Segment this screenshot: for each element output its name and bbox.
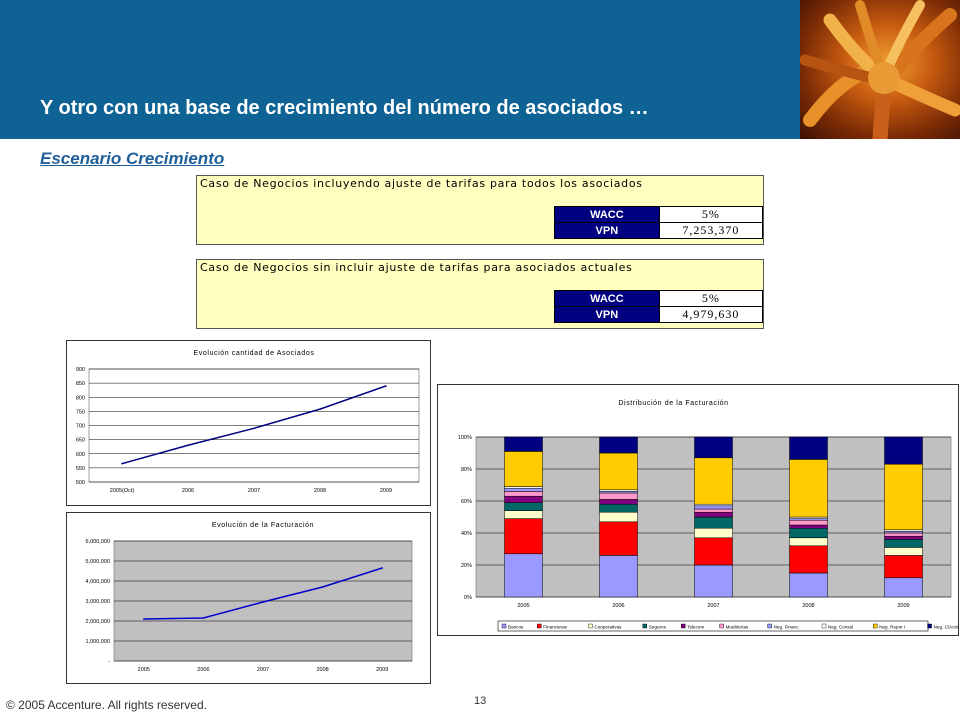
y-tick-label: 600 (75, 451, 85, 458)
case-metrics-table (554, 206, 763, 239)
bar-segment (600, 522, 638, 556)
vpn-label: VPN (555, 223, 660, 239)
legend-label: Bancos (508, 624, 524, 630)
x-tick-label: 2009 (376, 667, 389, 673)
y-tick-label: 1,000,000 (85, 639, 110, 645)
bar-segment (505, 491, 543, 496)
y-tick-label: 4,000,000 (85, 579, 110, 585)
y-tick-label: 900 (75, 367, 85, 373)
case-title: Caso de Negocios incluyendo ajuste de tarifas para todos los asociados (200, 177, 643, 190)
y-tick-label: 6,000,000 (85, 539, 110, 545)
data-point (187, 444, 189, 446)
data-point (262, 601, 264, 603)
facturacion-chart-frame (66, 512, 431, 684)
y-tick-label: 20% (460, 563, 472, 569)
bar-segment (600, 555, 638, 597)
wacc-label: WACC (555, 207, 660, 223)
bar-segment (885, 437, 923, 464)
asociados-chart-frame (66, 340, 431, 506)
data-point (319, 408, 321, 410)
legend-label: Telecom (687, 624, 705, 630)
bar-segment (790, 520, 828, 525)
x-tick-label: 2007 (247, 488, 261, 494)
legend-label: Cooperativas (594, 624, 622, 630)
hands-photo (800, 0, 960, 139)
bar-segment (790, 525, 828, 528)
scenario-subtitle: Escenario Crecimiento (40, 149, 225, 168)
y-tick-label: 40% (460, 531, 472, 537)
bar-segment (885, 533, 923, 536)
bar-segment (505, 488, 543, 491)
legend-swatch (822, 624, 826, 628)
data-point (143, 618, 145, 620)
bar-segment (885, 536, 923, 539)
bar-segment (600, 453, 638, 490)
bar-segment (790, 459, 828, 517)
y-tick-label: 500 (75, 480, 85, 486)
bar-segment (600, 493, 638, 499)
bar-segment (505, 496, 543, 502)
case-box-1 (196, 175, 764, 245)
bar-segment (790, 437, 828, 459)
x-tick-label: 2008 (313, 488, 327, 494)
y-tick-label: 0% (464, 595, 472, 601)
legend-label: Seguros (648, 624, 666, 630)
y-tick-label: 650 (75, 437, 85, 444)
bar-segment (695, 458, 733, 504)
x-tick-label: 2008 (316, 667, 329, 673)
chart-legend (498, 621, 958, 631)
bar-segment (695, 538, 733, 565)
data-point (253, 428, 255, 430)
page-title: Y otro con una base de crecimiento del número de asociados … (40, 97, 649, 119)
y-tick-label: 850 (75, 381, 85, 388)
y-tick-label: 3,000,000 (85, 599, 110, 605)
x-tick-label: 2005 (517, 603, 530, 609)
legend-swatch (502, 624, 506, 628)
x-tick-label: 2006 (612, 603, 625, 609)
legend-swatch (588, 624, 592, 628)
y-tick-label: 5,000,000 (85, 559, 110, 565)
bar-segment (505, 437, 543, 451)
distribucion-chart-frame (437, 384, 959, 636)
data-point (381, 567, 383, 569)
wacc-value: 5% (659, 207, 762, 223)
data-point (203, 617, 205, 619)
vpn-value: 7,253,370 (659, 223, 762, 239)
x-tick-label: 2005 (137, 667, 150, 673)
bar-segment (505, 519, 543, 554)
legend-swatch (873, 624, 877, 628)
bar-segment (790, 528, 828, 538)
legend-label: Mueblerías (725, 624, 749, 630)
bar-segment (695, 528, 733, 538)
legend-label: Neg. C/Activ (933, 624, 958, 630)
bar-segment (600, 499, 638, 504)
bar-segment (695, 512, 733, 517)
hands-illustration (800, 0, 960, 139)
y-tick-label: 550 (75, 465, 85, 472)
bar-segment (695, 517, 733, 528)
bar-segment (885, 464, 923, 530)
chart-title: Distribución de la Facturación (618, 400, 729, 407)
case-box-2 (196, 259, 764, 329)
x-tick-label: 2008 (802, 603, 815, 609)
bar-segment (505, 554, 543, 597)
vpn-value: 4,979,630 (659, 307, 762, 323)
facturacion-line-chart (67, 513, 430, 683)
page-number: 13 (474, 695, 487, 707)
data-point (385, 385, 387, 387)
legend-swatch (681, 624, 685, 628)
bar-segment (505, 503, 543, 511)
x-tick-label: 2009 (897, 603, 910, 609)
y-tick-label: - (108, 659, 110, 665)
legend-label: Financieras (543, 624, 567, 630)
legend-label: Neg. Consul (828, 624, 854, 630)
y-tick-label: 80% (460, 467, 472, 473)
bar-segment (695, 565, 733, 597)
y-tick-label: 100% (457, 435, 472, 441)
x-tick-label: 2005(Oct) (109, 488, 135, 494)
bar-segment (885, 555, 923, 577)
data-point (121, 463, 123, 465)
asociados-line-chart (67, 341, 430, 505)
bar-segment (505, 511, 543, 519)
bar-segment (790, 546, 828, 573)
wacc-value: 5% (659, 291, 762, 307)
copyright-footer: © 2005 Accenture. All rights reserved. (6, 698, 207, 712)
x-tick-label: 2006 (181, 488, 195, 494)
legend-swatch (720, 624, 724, 628)
data-point (322, 586, 324, 588)
bar-segment (885, 539, 923, 547)
x-tick-label: 2007 (256, 667, 270, 673)
legend-swatch (768, 624, 772, 628)
y-tick-label: 700 (75, 423, 85, 430)
y-tick-label: 750 (75, 409, 85, 416)
x-tick-label: 2007 (707, 603, 720, 609)
wacc-label: WACC (555, 291, 660, 307)
bar-segment (695, 509, 733, 512)
bar-segment (600, 504, 638, 512)
bar-segment (885, 547, 923, 555)
bar-segment (505, 451, 543, 486)
distribucion-stacked-bar-chart (438, 385, 958, 635)
y-tick-label: 2,000,000 (85, 619, 110, 625)
legend-label: Neg. Financ. (773, 624, 800, 630)
y-tick-label: 800 (75, 395, 85, 402)
bar-segment (885, 578, 923, 597)
case-metrics-table (554, 290, 763, 323)
vpn-label: VPN (555, 307, 660, 323)
chart-title: Evolución de la Facturación (211, 522, 315, 529)
legend-label: Neg. Repor I (879, 624, 906, 630)
case-title: Caso de Negocios sin incluir ajuste de tarifas para asociados actuales (200, 261, 633, 274)
bar-segment (695, 506, 733, 509)
bar-segment (695, 437, 733, 458)
legend-swatch (643, 624, 647, 628)
y-tick-label: 60% (460, 499, 472, 505)
x-tick-label: 2009 (379, 488, 393, 494)
bar-segment (600, 512, 638, 522)
legend-swatch (928, 624, 932, 628)
chart-title: Evolución cantidad de Asociados (193, 350, 315, 357)
x-tick-label: 2006 (197, 667, 210, 673)
bar-segment (790, 573, 828, 597)
bar-segment (600, 437, 638, 453)
bar-segment (790, 538, 828, 546)
legend-swatch (537, 624, 541, 628)
